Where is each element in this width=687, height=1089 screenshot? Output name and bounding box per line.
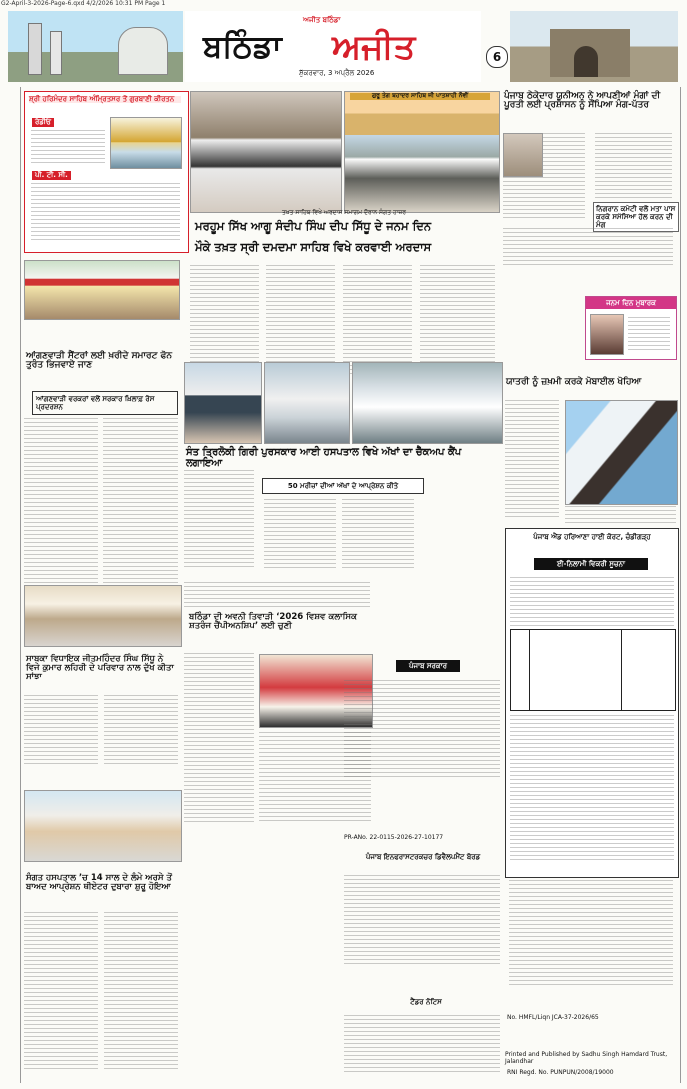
bank-notice: ਪੰਜਾਬ ਇਨਫਰਾਸਟਰਕਚਰ ਡਿਵੈਲਪਮੈਂਟ ਬੋਰਡ xyxy=(365,853,481,861)
court-notice xyxy=(505,528,679,878)
footer-printer-line: Printed and Published by Sadhu Singh Hamdard Trust, Jalandhar xyxy=(505,1051,668,1065)
file-info: G2-April-3-2026-Page-6.qxd 4/2/2026 10:31 PM Page 1 xyxy=(1,0,166,7)
court-table xyxy=(510,629,676,711)
paper-name: ਅਜੀਤ xyxy=(332,27,416,67)
page-number: 6 xyxy=(486,46,508,68)
masthead-tagline: ਅਜੀਤ ਬਠਿੰਡਾ xyxy=(303,16,341,24)
chess-headline: ਬਠਿੰਡਾ ਦੀ ਅਵਨੀ ਤਿਵਾੜੀ ‘2026 ਵਿਸ਼ਵ ਕਲਾਸਿਕ ਸ਼ਤਰੰਜ ਚੈਂਪੀਅਨਸ਼ਿਪ’ ਲਈ ਚੁਣੀ xyxy=(189,612,357,632)
left-radio-box xyxy=(24,91,189,253)
banner-caption: ਗੁਰੂ ਤੇਗ ਬਹਾਦਰ ਸਾਹਿਬ ਜੀ ਪਾਤਸ਼ਾਹੀ ਨੌਵੀਂ xyxy=(350,93,490,100)
court-subheadline: ਈ-ਨਿਲਾਮੀ ਵਿਕਰੀ ਸੂਚਨਾ xyxy=(534,558,648,570)
tender-notice: ਟੈਂਡਰ ਨੋਟਿਸ xyxy=(410,998,442,1006)
right-union-story xyxy=(501,91,679,271)
eye-camp-story xyxy=(184,362,504,577)
blood-camp-photo xyxy=(24,790,182,862)
top-photo-banner xyxy=(190,91,498,214)
protest-photo xyxy=(24,260,180,320)
protest-story xyxy=(24,260,182,605)
eye-camp-headline: ਸੰਤ ਤ੍ਰਿਲੋਕੀ ਗਿਰੀ ਪੁਰਸਕਾਰ ਆਈ ਹਸਪਤਾਲ ਵਿਖੇ ਅੱਖਾਂ ਦਾ ਚੈੱਕਅਪ ਕੈਂਪ ਲਗਾਇਆ xyxy=(186,447,462,469)
radio-box-title: ਸ਼੍ਰੀ ਹਰਿਮੰਦਰ ਸਾਹਿਬ ਅੰਮ੍ਰਿਤਸਰ ਤੋਂ ਗੁਰਬਾਣੀ ਕੀਰਤਨ xyxy=(29,96,181,103)
photo-caption: ਤਖ਼ਤ ਸਾਹਿਬ ਵਿਖੇ ਅਰਦਾਸ ਸਮਾਗਮ ਦੌਰਾਨ ਸੰਗਤ ਹਾਜ਼ਰ xyxy=(282,209,406,216)
rni-number: RNI Regd. No. PUNPUN/2008/19000 xyxy=(507,1069,614,1076)
city-name: ਬਠਿੰਡਾ xyxy=(203,29,282,65)
union-photo xyxy=(503,133,543,177)
pr-number: PR-ANo. 22-0115-2026-27-10177 xyxy=(344,834,444,841)
union-headline: ਪੰਜਾਬ ਠੇਕੇਦਾਰ ਯੂਨੀਅਨ ਨੇ ਆਪਣੀਆਂ ਮੰਗਾਂ ਦੀ ਪੂਰਤੀ ਲਈ ਪ੍ਰਸ਼ਾਸਨ ਨੂੰ ਸੌਂਪਿਆ ਮੰਗ-ਪੱਤਰ xyxy=(504,91,661,111)
birthday-photo xyxy=(590,314,624,355)
eye-camp-photo-3 xyxy=(352,362,503,444)
blood-camp-headline: ਸੰਗਤ ਹਸਪਤਾਲ ’ਚ 14 ਸਾਲ ਦੇ ਲੰਮੇ ਅਰਸੇ ਤੋਂ ਬਾਅਦ ਆਪ੍ਰੇਸ਼ਨ ਥੀਏਟਰ ਦੁਬਾਰਾ ਸ਼ੁਰੂ ਹੋਇਆ xyxy=(26,873,172,892)
main-headline: ਮਰਹੂਮ ਸਿੱਖ ਆਗੂ ਸੰਦੀਪ ਸਿੰਘ ਦੀਪ ਸਿੱਧੂ ਦੇ ਜਨਮ ਦਿਨ xyxy=(195,219,432,233)
court-headline: ਪੰਜਾਬ ਐਂਡ ਹਰਿਆਣਾ ਹਾਈ ਕੋਰਟ, ਚੰਡੀਗੜ੍ਹ xyxy=(533,533,651,541)
meeting-photo xyxy=(24,585,182,647)
fort-photo xyxy=(510,11,678,82)
golden-temple-photo xyxy=(110,117,182,169)
radio-label: ਰੇਡੀਓ xyxy=(32,118,54,127)
accident-story xyxy=(505,378,677,528)
anganwadi-subheadline: ਆਂਗਣਵਾੜੀ ਵਰਕਰਾਂ ਵਲੋਂ ਸਰਕਾਰ ਖ਼ਿਲਾਫ਼ ਰੋਸ ਪ੍ਰਦਰਸ਼ਨ xyxy=(32,391,178,415)
government-notices xyxy=(344,660,504,1082)
eye-camp-photo-2 xyxy=(264,362,350,444)
eye-camp-photo-1 xyxy=(184,362,262,444)
anganwadi-headline: ਆਂਗਣਵਾੜੀ ਸੈਂਟਰਾਂ ਲਈ ਖ਼ਰੀਦੇ ਸਮਾਰਟ ਫੋਨ ਤੁਰੰਤ ਭਿਜਵਾਏ ਜਾਣ xyxy=(26,351,173,371)
power-plant-photo xyxy=(8,11,183,82)
meeting-story xyxy=(24,585,184,767)
edition-date: ਸ਼ੁੱਕਰਵਾਰ, 3 ਅਪ੍ਰੈਲ 2026 xyxy=(299,69,375,77)
eye-camp-box: 50 ਮਰੀਜ਼ਾਂ ਦੀਆਂ ਅੱਖਾਂ ਦੇ ਆਪ੍ਰੇਸ਼ਨ ਕੀਤੇ xyxy=(262,478,424,494)
punjab-govt: ਪੰਜਾਬ ਸਰਕਾਰ xyxy=(396,660,460,672)
main-subheadline: ਮੌਕੇ ਤਖ਼ਤ ਸ੍ਰੀ ਦਮਦਮਾ ਸਾਹਿਬ ਵਿਖੇ ਕਰਵਾਈ ਅਰਦਾਸ xyxy=(195,240,432,254)
masthead xyxy=(8,11,678,83)
birthday-box xyxy=(585,296,677,360)
footer-reference: No. HMFL/Liqn JCA-37-2026/65 xyxy=(507,1014,599,1021)
masthead-center xyxy=(185,11,481,82)
congregation-photo-1 xyxy=(190,91,342,213)
union-box: ਨਿਗਰਾਨ ਕਮੇਟੀ ਵਲੋਂ ਮਤਾ ਪਾਸ ਕਰਕੇ ਸਮੱਸਿਆ ਹੱਲ ਕਰਨ ਦੀ ਮੰਗ xyxy=(593,202,679,232)
congregation-photo-2 xyxy=(344,91,500,213)
blood-camp-story xyxy=(24,790,184,1080)
injured-person-photo xyxy=(565,400,678,505)
ptc-label: ਪੀ. ਟੀ. ਸੀ. xyxy=(32,171,71,180)
accident-headline: ਯਾਤਰੀ ਨੂੰ ਜ਼ਖ਼ਮੀ ਕਰਕੇ ਮੋਬਾਈਲ ਖੋਹਿਆ xyxy=(506,377,642,387)
birthday-title: ਜਨਮ ਦਿਨ ਮੁਬਾਰਕ xyxy=(586,297,676,309)
mla-headline: ਸਾਬਕਾ ਵਿਧਾਇਕ ਜੀਤਮਹਿੰਦਰ ਸਿੰਘ ਸਿੱਧੂ ਨੇ ਵਿਜੇ ਕੁਮਾਰ ਲਹਿਰੀ ਦੇ ਪਰਿਵਾਰ ਨਾਲ ਦੁੱਖ ਕੀਤਾ ਸਾਂਝਾ xyxy=(26,654,174,682)
